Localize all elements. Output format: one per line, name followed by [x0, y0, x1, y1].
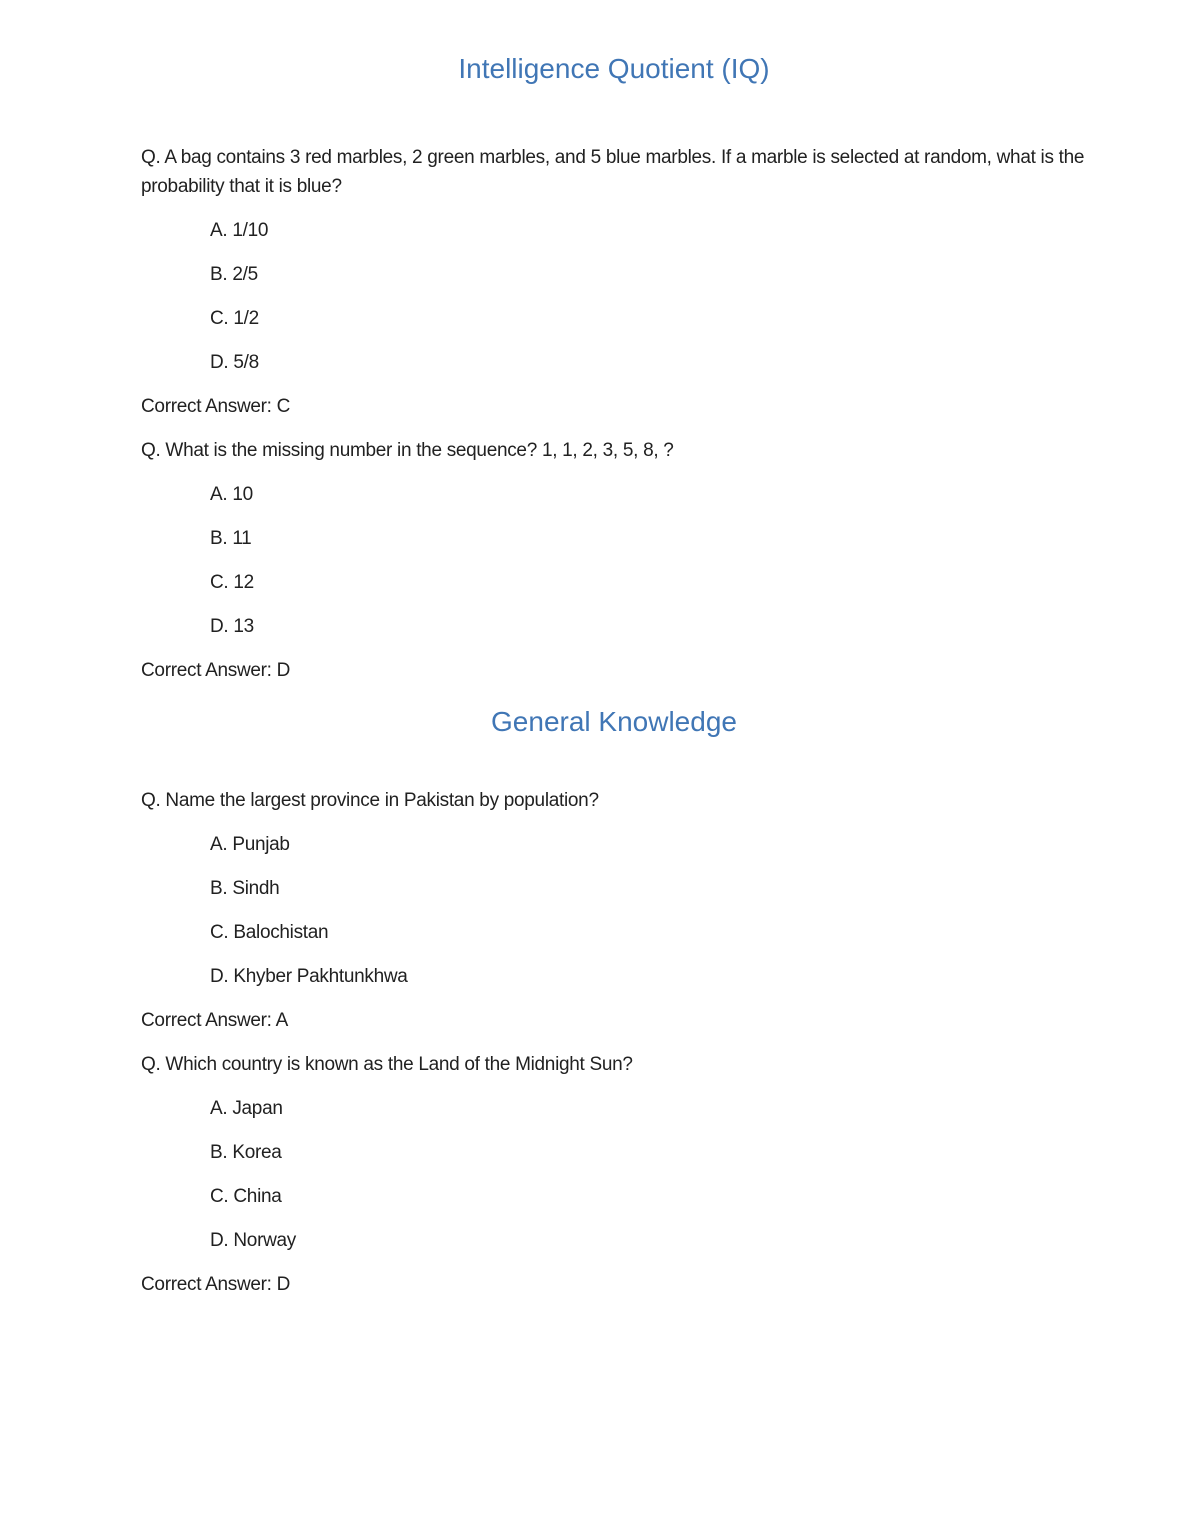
document-content	[0, 50, 1187, 1299]
option-b: B. 2/5	[210, 264, 258, 285]
correct-answer: Correct Answer: A	[141, 1010, 288, 1031]
question-text: Q. What is the missing number in the sequence? 1, 1, 2, 3, 5, 8, ?	[141, 440, 674, 461]
option-c: C. China	[210, 1186, 282, 1207]
question-text: Q. Name the largest province in Pakistan by population?	[141, 790, 599, 811]
option-a: A. Punjab	[210, 834, 290, 855]
correct-answer: Correct Answer: C	[141, 396, 291, 417]
option-d: D. 13	[210, 616, 254, 637]
question-text: Q. A bag contains 3 red marbles, 2 green marbles, and 5 blue marbles. If a marble is selected at random, what is the probability that it is blue?	[141, 147, 1085, 197]
question-text: Q. Which country is known as the Land of the Midnight Sun?	[141, 1054, 633, 1075]
option-d: D. Norway	[210, 1230, 296, 1251]
option-d: D. Khyber Pakhtunkhwa	[210, 966, 408, 987]
option-b: B. Korea	[210, 1142, 282, 1163]
option-a: A. Japan	[210, 1098, 283, 1119]
option-b: B. Sindh	[210, 878, 280, 899]
correct-answer: Correct Answer: D	[141, 660, 291, 681]
section-heading-general-knowledge: General Knowledge	[491, 706, 737, 737]
option-c: C. 1/2	[210, 308, 259, 329]
section-heading-iq: Intelligence Quotient (IQ)	[458, 53, 770, 84]
option-d: D. 5/8	[210, 352, 259, 373]
option-c: C. Balochistan	[210, 922, 329, 943]
option-c: C. 12	[210, 572, 254, 593]
option-a: A. 1/10	[210, 220, 269, 241]
correct-answer: Correct Answer: D	[141, 1274, 291, 1295]
option-a: A. 10	[210, 484, 253, 505]
option-b: B. 11	[210, 528, 252, 549]
